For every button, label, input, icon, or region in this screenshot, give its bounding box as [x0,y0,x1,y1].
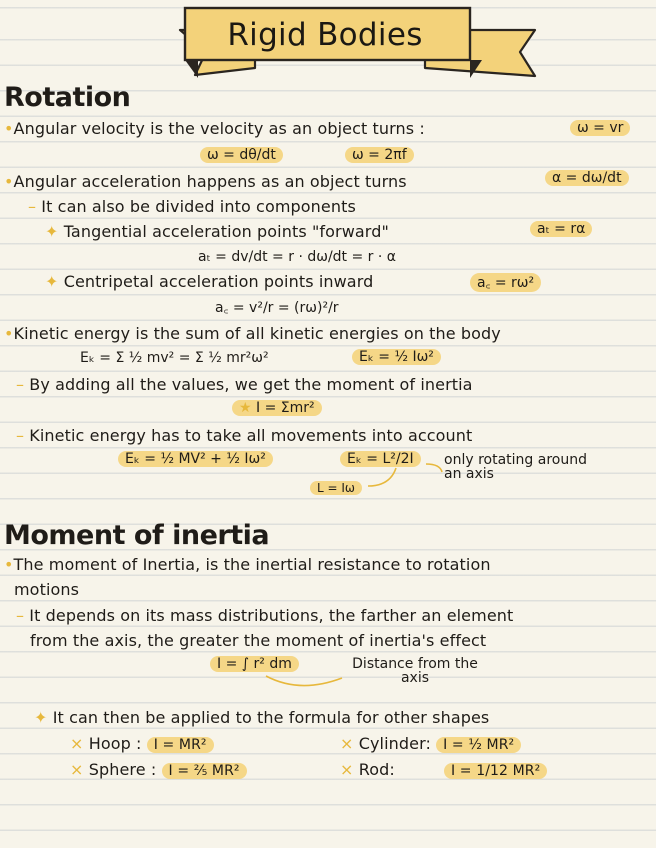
dash-bullet-icon: – [28,197,42,216]
formula-ek-half-iw2: Eₖ = ½ Iω² [352,349,441,365]
star-icon: ★ [239,400,257,416]
formula-ek-l2: Eₖ = L²/2I [340,451,421,467]
formula-cylinder: I = ½ MR² [436,737,521,753]
shape-sphere: × Sphere : I = ⅖ MR² [70,760,247,779]
formula-omega-vr: ω = vr [570,120,630,136]
mass-distribution-line: – It depends on its mass distributions, the farther an element [16,606,514,625]
angular-velocity-line: •Angular velocity is the velocity as an object turns : [4,119,425,138]
dash-bullet-icon: – [16,426,30,445]
only-rotating-note: only rotating around an axis [444,452,587,482]
rotation-heading: Rotation [4,82,131,113]
cross-bullet-icon: × [340,734,359,753]
star-bullet-icon: ✦ [45,272,64,291]
mass-distribution-cont: from the axis, the greater the moment of inertia's effect [30,631,487,650]
cross-bullet-icon: × [340,760,359,779]
adding-values-line: – By adding all the values, we get the moment of inertia [16,375,473,394]
movements-line: – Kinetic energy has to take all movements into account [16,426,473,445]
shape-cylinder: × Cylinder: I = ½ MR² [340,734,521,753]
cross-bullet-icon: × [70,734,89,753]
formula-ac-derivation: a꜀ = v²/r = (rω)²/r [215,300,339,316]
page-title: Rigid Bodies [227,17,423,53]
star-bullet-icon: ✦ [34,708,53,727]
formula-omega-2pif: ω = 2πf [345,147,414,163]
formula-hoop: I = MR² [147,737,214,753]
applied-line: ✦ It can then be applied to the formula for other shapes [34,708,490,727]
kinetic-energy-line: •Kinetic energy is the sum of all kinetic energies on the body [4,324,501,343]
formula-l-iw: L = Iω [310,481,362,495]
formula-sphere: I = ⅖ MR² [162,763,247,779]
dash-bullet-icon: – [16,375,30,394]
bracket-arrow [360,458,450,493]
formula-ek-sum: Eₖ = Σ ½ mv² = Σ ½ mr²ω² [80,350,269,366]
formula-at-derivation: aₜ = dv/dt = r · dω/dt = r · α [198,249,397,265]
moment-heading: Moment of inertia [4,520,270,551]
star-bullet-icon: ✦ [45,222,64,241]
shape-hoop: × Hoop : I = MR² [70,734,214,753]
bullet-icon: • [4,324,14,343]
angular-acceleration-line: •Angular acceleration happens as an object turns [4,172,407,191]
components-line: – It can also be divided into components [28,197,356,216]
distance-note: Distance from the axis [352,656,478,686]
formula-inertia-sum: ★ I = Σmr² [232,400,322,416]
bullet-icon: • [4,119,14,138]
formula-alpha: α = dω/dt [545,170,629,186]
formula-ek-total: Eₖ = ½ MV² + ½ Iω² [118,451,273,467]
formula-omega-dtheta: ω = dθ/dt [200,147,283,163]
distance-arrow [260,672,350,692]
bullet-icon: • [4,555,14,574]
formula-ac-rw2: a꜀ = rω² [470,273,541,292]
cross-bullet-icon: × [70,760,89,779]
tangential-line: ✦ Tangential acceleration points "forward" [45,222,389,241]
formula-integral: I = ∫ r² dm [210,656,299,672]
formula-rod: I = 1/12 MR² [444,763,547,779]
centripetal-line: ✦ Centripetal acceleration points inward [45,272,374,291]
dash-bullet-icon: – [16,606,30,625]
formula-at-ralpha: aₜ = rα [530,221,592,237]
moment-definition-cont: motions [14,580,80,599]
moment-definition-line: •The moment of Inertia, is the inertial resistance to rotation [4,555,491,574]
bullet-icon: • [4,172,14,191]
shape-rod: × Rod: I = 1/12 MR² [340,760,547,779]
